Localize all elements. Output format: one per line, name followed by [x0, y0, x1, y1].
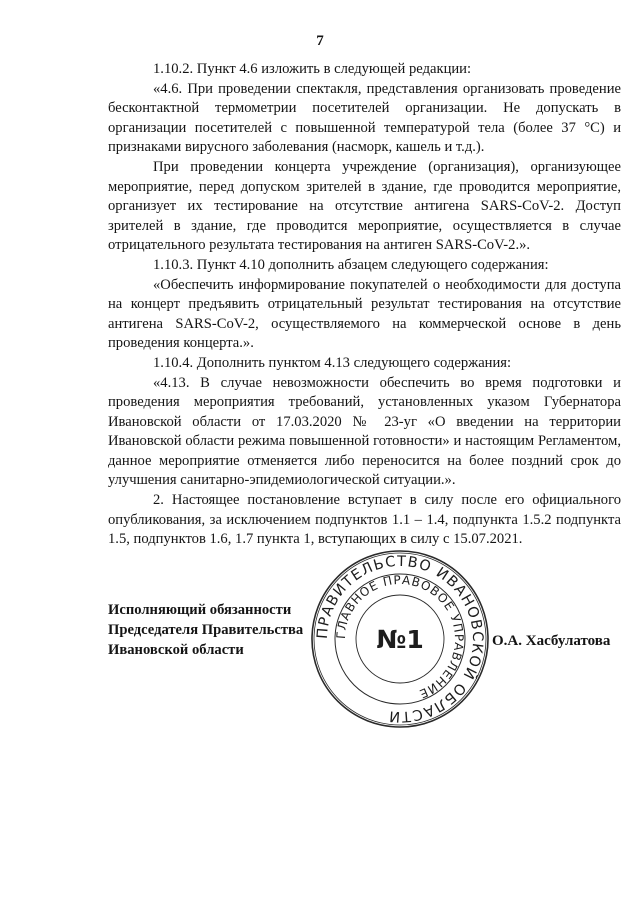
official-seal-stamp	[305, 544, 495, 734]
paragraph-4-6-quote: «4.6. При проведении спектакля, представления организовать проведение бесконтактной термометрии посетителей организации. Не допускать в организации посетителей с повышенной температурой тела (более 37 °С) и признаками вирусного заболевания (насморк, кашель и т.д.).	[108, 80, 621, 156]
signatory-name: О.А. Хасбулатова	[492, 633, 611, 649]
seal-inner-text: ГЛАВНОЕ ПРАВОВОЕ УПРАВЛЕНИЕ	[333, 572, 467, 702]
seal-number: №1	[376, 625, 424, 654]
paragraph-concert-testing: При проведении концерта учреждение (организация), организующее мероприятие, перед допуском зрителей в здание, где проводится мероприятие, организует их тестирование на отсутствие антигена SARS-CoV-2. Доступ зрителей в здание, где проводится мероприятие, осуществляется в случае отрицательного результата тестирования на антиген SARS-CoV-2.».	[108, 158, 621, 254]
paragraph-4-13-quote: «4.13. В случае невозможности обеспечить во время подготовки и проведения мероприятия требований, установленных указом Губернатора Ивановской области от 17.03.2020 № 23-уг «О введении на территории Ивановской области режима повышенной готовности» и настоящим Регламентом, данное мероприятие отменяется либо переносится на более поздний срок до улучшения санитарно-эпидемиологической ситуации.».	[108, 374, 621, 489]
paragraph-1-10-3: 1.10.3. Пункт 4.10 дополнить абзацем следующего содержания:	[153, 256, 549, 273]
signatory-position-line: Председателя Правительства	[108, 622, 304, 638]
paragraph-1-10-4: 1.10.4. Дополнить пунктом 4.13 следующего содержания:	[153, 354, 512, 371]
signatory-position	[108, 600, 303, 660]
paragraph-2-effective-date: 2. Настоящее постановление вступает в силу после его официального опубликования, за исключением подпунктов 1.1 – 1.4, подпункта 1.5.2 подпункта 1.5, подпунктов 1.6, 1.7 пункта 1, вступающих в силу с 15.07.2021.	[108, 492, 621, 548]
signatory-position-line: Ивановской области	[108, 642, 244, 658]
signatory-position-line: Исполняющий обязанности	[108, 602, 292, 618]
document-body	[108, 60, 621, 550]
seal-outer-text: ПРАВИТЕЛЬСТВО ИВАНОВСКОЙ ОБЛАСТИ	[314, 553, 486, 725]
paragraph-1-10-2: 1.10.2. Пункт 4.6 изложить в следующей редакции:	[153, 61, 472, 77]
paragraph-4-10-addition: «Обеспечить информирование покупателей о необходимости для доступа на концерт предъявить отрицательный результат тестирования на отсутствие антигена SARS-CoV-2, осуществляемого на коммерческой основе в день проведения концерта.».	[108, 276, 621, 352]
page-number: 7	[316, 33, 324, 49]
